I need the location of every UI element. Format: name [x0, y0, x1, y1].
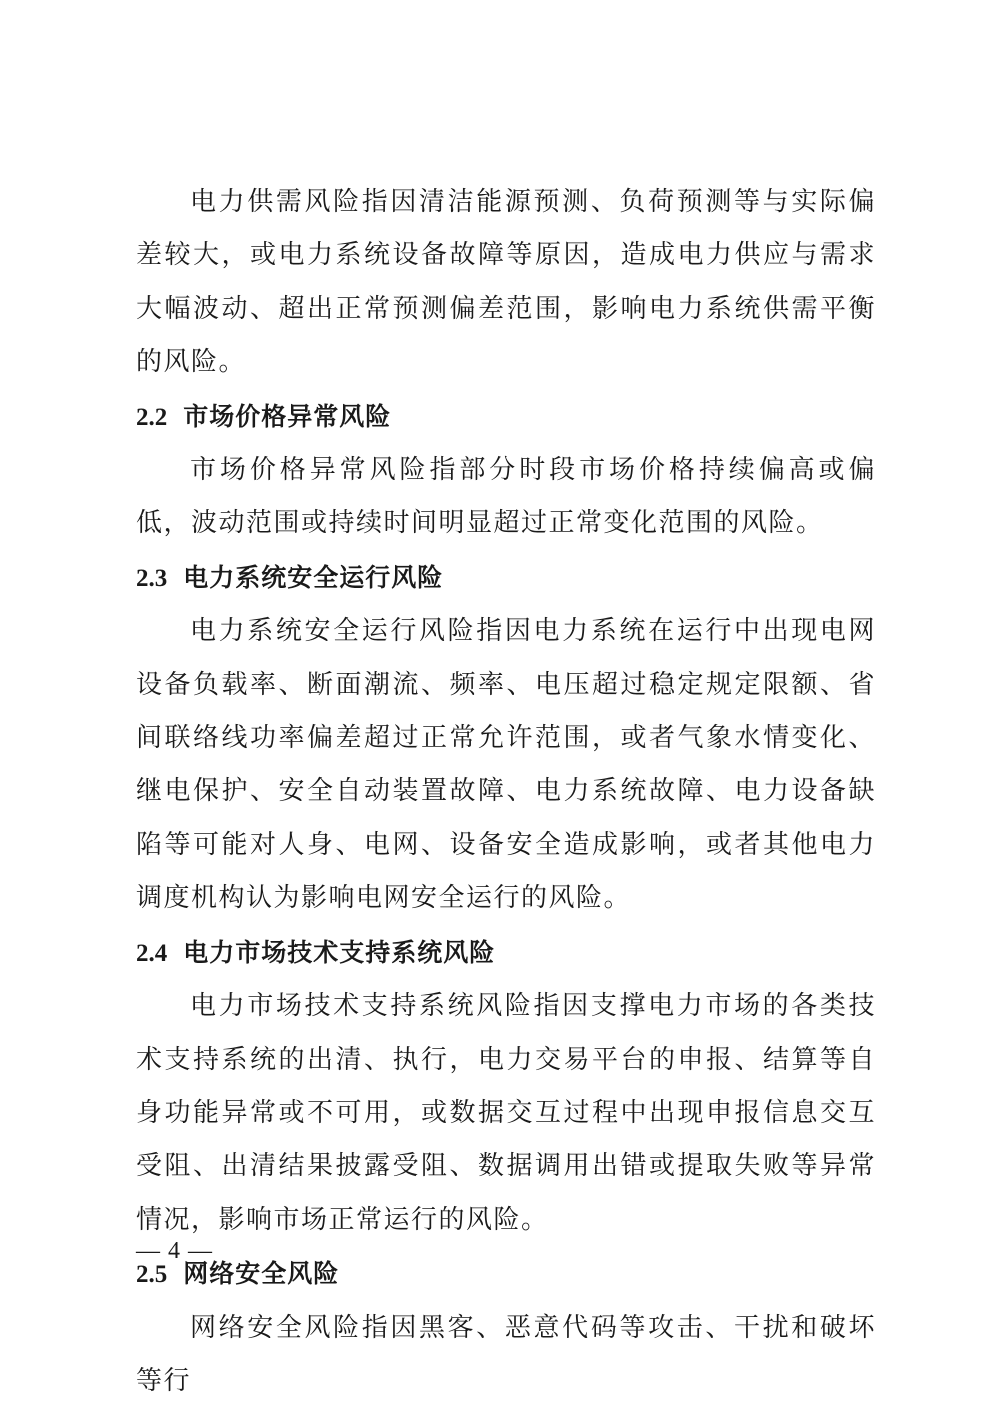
section-title: 电力市场技术支持系统风险: [183, 937, 496, 967]
section-title: 电力系统安全运行风险: [183, 562, 444, 592]
section-title: 网络安全风险: [183, 1259, 340, 1289]
paragraph-network-security-risk: 网络安全风险指因黑客、恶意代码等攻击、干扰和破坏等行: [136, 1312, 876, 1396]
section-number: 2.5: [136, 1261, 168, 1289]
section-number: 2.3: [136, 564, 168, 592]
paragraph-technical-system-risk: 电力市场技术支持系统风险指因支撑电力市场的各类技术支持系统的出清、执行，电力交易平台的申报、结算等自身功能异常或不可用，或数据交互过程中出现申报信息交互受阻、出清结果披露受阻、数据调用出错或提取失败等异常情况，影响市场正常运行的风险。: [136, 991, 876, 1235]
paragraph-market-price-risk: 市场价格异常风险指部分时段市场价格持续偏高或偏低，波动范围或持续时间明显超过正常变化范围的风险。: [136, 455, 876, 539]
section-heading-2-2: [136, 390, 876, 444]
section-number: 2.4: [136, 939, 168, 967]
document-body: [136, 176, 876, 1408]
section-number: 2.2: [136, 403, 168, 431]
section-title: 市场价格异常风险: [183, 401, 392, 431]
paragraph-system-safety-risk: 电力系统安全运行风险指因电力系统在运行中出现电网设备负载率、断面潮流、频率、电压超过稳定规定限额、省间联络线功率偏差超过正常允许范围，或者气象水情变化、继电保护、安全自动装置故障、电力系统故障、电力设备缺陷等可能对人身、电网、设备安全造成影响，或者其他电力调度机构认为影响电网安全运行的风险。: [136, 616, 876, 914]
section-heading-2-3: [136, 551, 876, 605]
paragraph-power-supply-demand-risk: 电力供需风险指因清洁能源预测、负荷预测等与实际偏差较大，或电力系统设备故障等原因，造成电力供应与需求大幅波动、超出正常预测偏差范围，影响电力系统供需平衡的风险。: [136, 187, 876, 378]
section-heading-2-5: [136, 1247, 876, 1301]
page-number: — 4 —: [136, 1238, 213, 1264]
section-heading-2-4: [136, 926, 876, 980]
